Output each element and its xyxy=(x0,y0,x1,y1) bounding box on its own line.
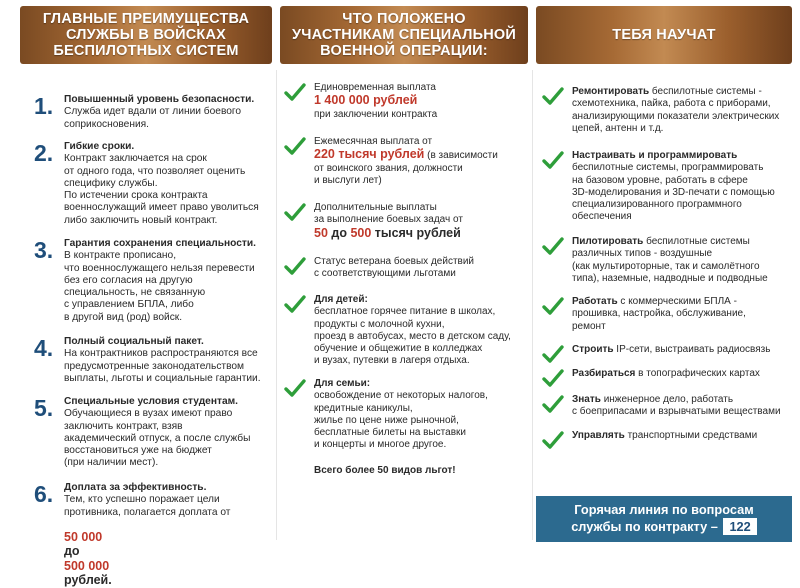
advantage-text: Обучающиеся в вузах имеют право заключить контракт, взяв академический отпуск, а после службы восстановиться уже на бюджет (при наличии мест). xyxy=(64,408,251,469)
training-column xyxy=(536,6,792,64)
skill-verb: Настраивать и программировать xyxy=(572,150,738,161)
combat-pay-mid: до xyxy=(327,225,351,240)
hotline-number[interactable]: 122 xyxy=(723,518,756,535)
hotline-banner xyxy=(536,496,792,542)
advantage-text: На контрактников распространяются все предусмотренные законодательством выплаты, льготы и социальные гарантии. xyxy=(64,348,261,384)
combat-pay-unit: тысяч рублей xyxy=(371,225,461,240)
benefit-text: (в зависимости от воинского звания, должности и выслуги лет) xyxy=(314,150,498,186)
bonus-to: 500 000 xyxy=(64,558,110,573)
monthly-amount: 220 тысяч рублей xyxy=(314,147,425,162)
advantage-title: Полный социальный пакет. xyxy=(64,336,204,347)
advantages-column xyxy=(20,6,272,64)
skill-text: с коммерческими БПЛА - прошивка, настройка, обслуживание, ремонт xyxy=(572,296,746,332)
benefit-text: освобождение от некоторых налогов, кредитные каникулы, жилье по цене ниже рыночной, бесплатные билеты на выставки и концерты и многое другое. xyxy=(314,390,488,451)
advantage-number: 2. xyxy=(34,140,54,166)
check-icon xyxy=(284,378,306,398)
combat-pay-from: 50 xyxy=(314,225,328,240)
hotline-line1: Горячая линия по вопросам xyxy=(574,502,754,517)
skill-verb: Работать xyxy=(572,296,618,307)
skill-verb: Знать xyxy=(572,394,601,405)
skill-verb: Разбираться xyxy=(572,368,636,379)
hotline-label: службы по контракту – xyxy=(571,519,718,534)
check-icon xyxy=(542,368,564,388)
skill-text: беспилотные системы - схемотехника, пайка, работа с приборами, анализирующими показатели электрических цепей, антенн и т.д. xyxy=(572,86,780,134)
skill-verb: Пилотировать xyxy=(572,236,644,247)
benefits-column xyxy=(280,6,528,64)
advantage-text: В контракте прописано, что военнослужащего нельзя перевести без его согласия на другую специальность, не связанную с управлением БПЛА, либо в другой вид (род) войск. xyxy=(64,250,255,323)
benefit-text: Дополнительные выплаты за выполнение боевых задач от xyxy=(314,202,463,226)
advantage-number: 3. xyxy=(34,237,54,263)
advantage-title: Специальные условия студентам. xyxy=(64,396,239,407)
skill-text: IP-сети, выстраивать радиосвязь xyxy=(613,344,771,355)
check-icon xyxy=(542,394,564,414)
column-divider xyxy=(276,70,277,540)
check-icon xyxy=(542,296,564,316)
skill-text: инженерное дело, работать с боеприпасами и взрывчатыми веществами xyxy=(572,394,781,418)
skill-text: беспилотные системы, программировать на базовом уровне, работать в сфере 3D-моделирования и 3D-печати с помощью специализированного программного обеспечения xyxy=(572,162,775,223)
bonus-from: 50 000 xyxy=(64,530,103,545)
check-icon xyxy=(542,86,564,106)
skill-verb: Управлять xyxy=(572,430,625,441)
bonus-mid: до xyxy=(64,544,80,559)
advantage-text: Контракт заключается на срок от одного года, что позволяет оценить специфику службы. По истечении срока контракта военнослужащий имеет право уволиться либо заключить новый контракт. xyxy=(64,153,259,226)
check-icon xyxy=(284,202,306,222)
advantage-text: Служба идет вдали от линии боевого соприкосновения. xyxy=(64,106,242,130)
benefits-header: ЧТО ПОЛОЖЕНО УЧАСТНИКАМ СПЕЦИАЛЬНОЙ ВОЕННОЙ ОПЕРАЦИИ: xyxy=(280,6,528,64)
advantage-number: 6. xyxy=(34,481,54,507)
advantage-title: Доплата за эффективность. xyxy=(64,482,207,493)
check-icon xyxy=(284,82,306,102)
benefit-text: при заключении контракта xyxy=(314,108,438,120)
skill-text: беспилотные системы различных типов - воздушные (как мультироторные, так и самолётного типа), наземные, надводные и подводные xyxy=(572,236,768,284)
skill-verb: Строить xyxy=(572,344,614,355)
benefit-text: Ежемесячная выплата от xyxy=(314,136,433,147)
benefit-text: бесплатное горячее питание в школах, продукты с молочной кухни, проезд в автобусах, место в детском саду, обучение и общежитие в колледжах и вузах, путевки в лагеря отдыха. xyxy=(314,306,511,367)
advantage-number: 1. xyxy=(34,93,54,119)
check-icon xyxy=(284,256,306,276)
check-icon xyxy=(542,344,564,364)
benefit-text: Единовременная выплата xyxy=(314,82,436,93)
benefits-footer: Всего более 50 видов льгот! xyxy=(314,465,456,476)
combat-pay-to: 500 xyxy=(350,225,372,240)
advantage-title: Гибкие сроки. xyxy=(64,141,135,152)
training-header: ТЕБЯ НАУЧАТ xyxy=(536,6,792,64)
check-icon xyxy=(284,294,306,314)
column-divider xyxy=(532,70,533,540)
lump-sum-amount: 1 400 000 рублей xyxy=(314,93,418,108)
benefit-title: Для семьи: xyxy=(314,378,371,389)
advantage-number: 4. xyxy=(34,335,54,361)
skill-text: транспортными средствами xyxy=(624,430,758,441)
check-icon xyxy=(542,150,564,170)
bonus-unit: рублей. xyxy=(64,573,112,588)
benefit-text: Статус ветерана боевых действий с соответствующими льготами xyxy=(314,256,475,280)
hotline-line2 xyxy=(536,518,792,535)
advantage-number: 5. xyxy=(34,395,54,421)
advantage-text: Тем, кто успешно поражает цели противника, полагается доплата от xyxy=(64,494,231,518)
check-icon xyxy=(284,136,306,156)
skill-text: в топографических картах xyxy=(635,368,760,379)
benefit-title: Для детей: xyxy=(314,294,368,305)
skill-verb: Ремонтировать xyxy=(572,86,650,97)
advantages-header: ГЛАВНЫЕ ПРЕИМУЩЕСТВА СЛУЖБЫ В ВОЙСКАХ БЕСПИЛОТНЫХ СИСТЕМ xyxy=(20,6,272,64)
advantage-title: Гарантия сохранения специальности. xyxy=(64,238,256,249)
check-icon xyxy=(542,430,564,450)
advantage-title: Повышенный уровень безопасности. xyxy=(64,94,255,105)
check-icon xyxy=(542,236,564,256)
